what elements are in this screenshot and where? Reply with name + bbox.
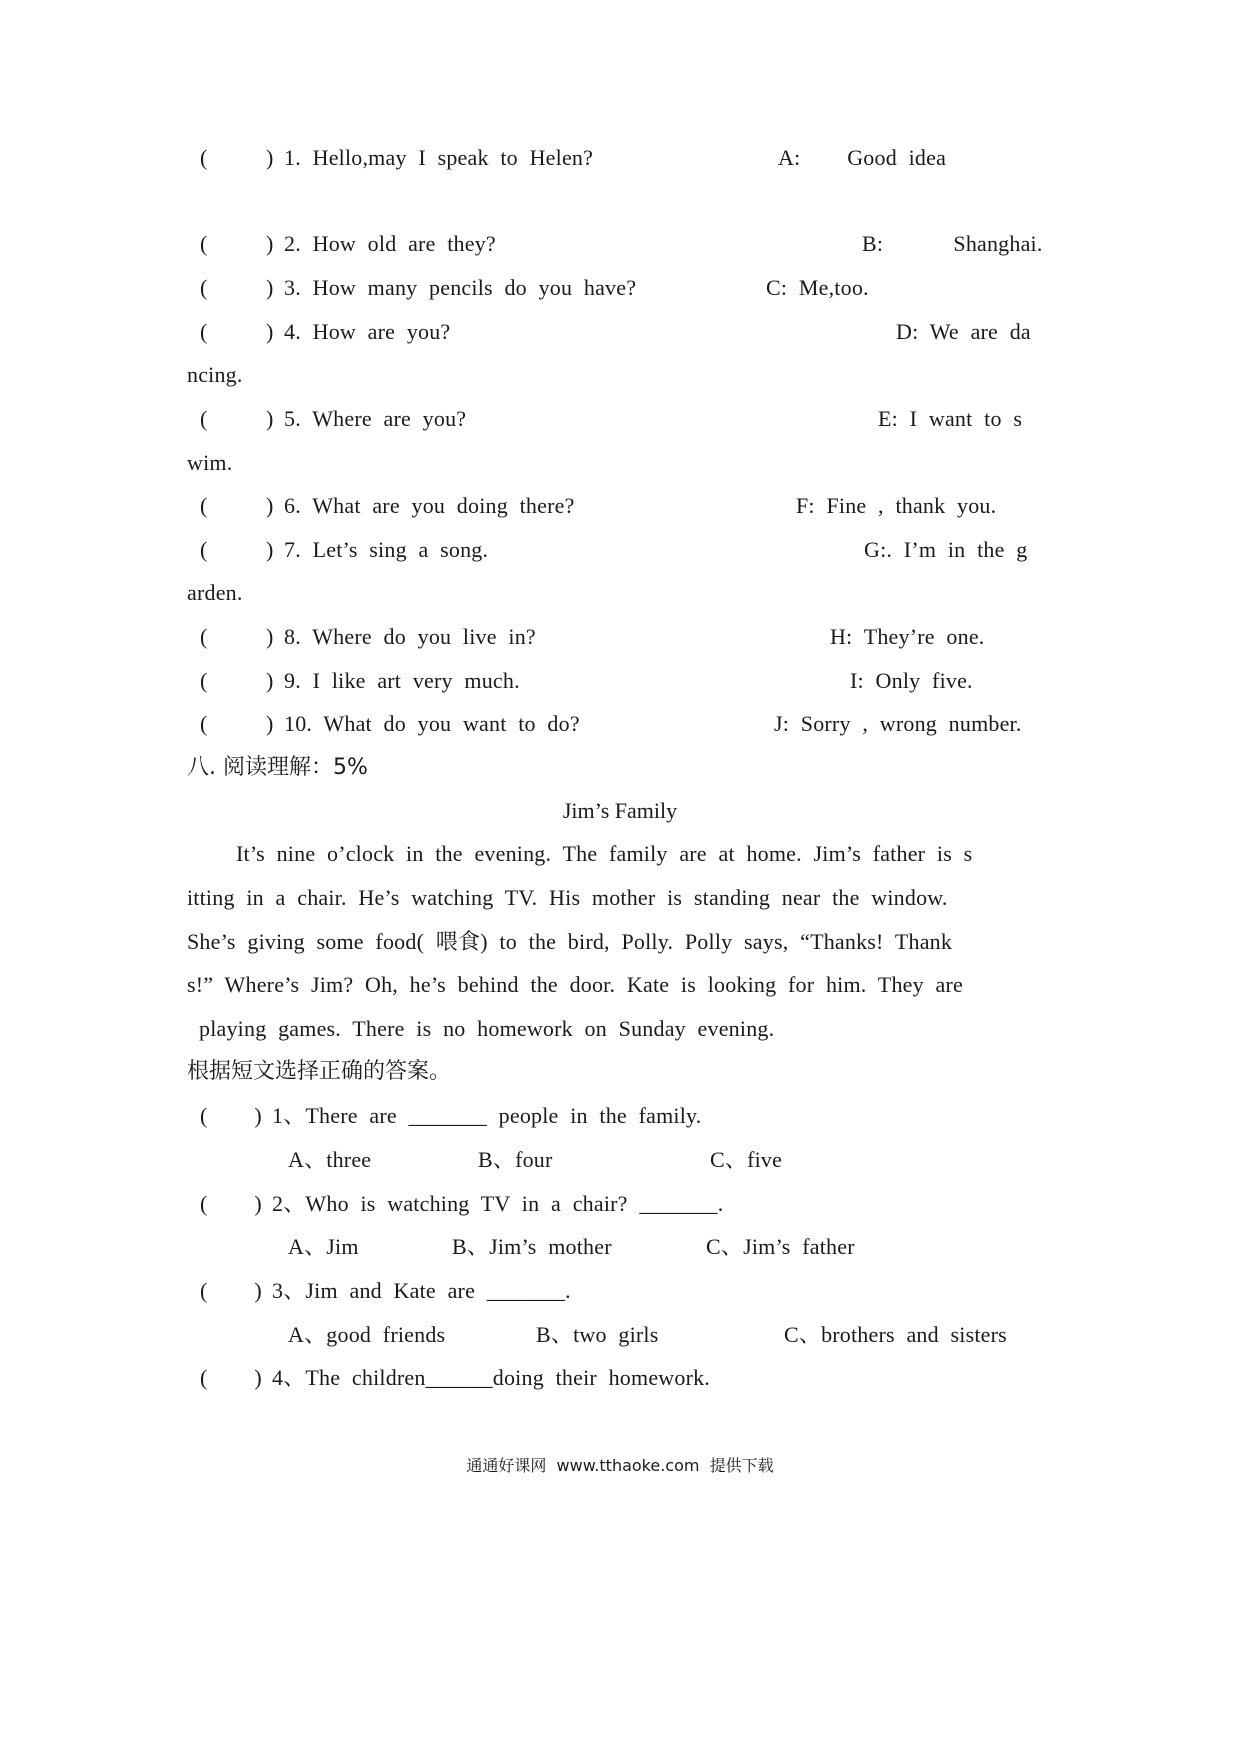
matching-answer: I: Only five. [850, 668, 973, 693]
answer-paren: ( ) [200, 668, 274, 693]
question-text: 4、The children______doing their homework. [272, 1365, 711, 1390]
answer-paren: ( ) [200, 406, 274, 431]
matching-question: 8. Where do you live in? [284, 624, 536, 649]
matching-answer-continued: arden. [187, 580, 243, 605]
answer-paren: ( ) [200, 1191, 262, 1216]
answer-paren: ( ) [200, 1103, 262, 1128]
matching-answer: A: Good idea [778, 145, 947, 170]
answer-paren: ( ) [200, 145, 274, 170]
matching-answer: G:. I’m in the g [864, 537, 1028, 562]
question-text: 1、There are _______ people in the family. [272, 1103, 702, 1128]
option-b: B、four [478, 1147, 553, 1172]
matching-question: 10. What do you want to do? [284, 711, 580, 736]
matching-question: 9. I like art very much. [284, 668, 520, 693]
matching-question: 7. Let’s sing a song. [284, 537, 489, 562]
passage-title: Jim’s Family [562, 798, 678, 823]
matching-answer: D: We are da [896, 319, 1031, 344]
matching-question: 2. How old are they? [284, 231, 496, 256]
matching-question: 6. What are you doing there? [284, 493, 575, 518]
matching-answer-continued: ncing. [187, 362, 243, 387]
answer-paren: ( ) [200, 275, 274, 300]
answer-paren: ( ) [200, 1278, 262, 1303]
matching-answer: H: They’re one. [830, 624, 985, 649]
matching-question: 1. Hello,may I speak to Helen? [284, 145, 594, 170]
answer-paren: ( ) [200, 537, 274, 562]
answer-paren: ( ) [200, 711, 274, 736]
passage-line: She’s giving some food( 喂食) to the bird, Polly. Polly says, “Thanks! Thank [187, 929, 953, 954]
matching-answer: J: Sorry , wrong number. [774, 711, 1022, 736]
option-c: C、Jim’s father [706, 1234, 855, 1259]
option-b: B、Jim’s mother [452, 1234, 612, 1259]
answer-paren: ( ) [200, 319, 274, 344]
passage-line: itting in a chair. He’s watching TV. His mother is standing near the window. [187, 885, 948, 910]
matching-answer: C: Me,too. [766, 275, 869, 300]
passage-line: It’s nine o’clock in the evening. The family are at home. Jim’s father is s [236, 841, 973, 866]
option-c: C、five [710, 1147, 783, 1172]
option-b: B、two girls [536, 1322, 659, 1347]
matching-question: 3. How many pencils do you have? [284, 275, 637, 300]
reading-instruction: 根据短文选择正确的答案。 [187, 1059, 452, 1084]
option-a: A、Jim [288, 1234, 359, 1259]
matching-question: 5. Where are you? [284, 406, 467, 431]
answer-paren: ( ) [200, 624, 274, 649]
matching-answer: E: I want to s [878, 406, 1023, 431]
question-text: 2、Who is watching TV in a chair? _______. [272, 1191, 724, 1216]
section-heading: 八. 阅读理解：5% [187, 755, 368, 780]
passage-line: playing games. There is no homework on Sunday evening. [199, 1016, 775, 1041]
answer-paren: ( ) [200, 1365, 262, 1390]
option-c: C、brothers and sisters [784, 1322, 1007, 1347]
matching-answer: B: Shanghai. [862, 231, 1043, 256]
page-footer: 通通好课网 www.tthaoke.com 提供下载 [466, 1456, 774, 1475]
question-text: 3、Jim and Kate are _______. [272, 1278, 571, 1303]
option-a: A、three [288, 1147, 372, 1172]
option-a: A、good friends [288, 1322, 446, 1347]
matching-answer: F: Fine , thank you. [796, 493, 997, 518]
passage-line: s!” Where’s Jim? Oh, he’s behind the door. Kate is looking for him. They are [187, 972, 963, 997]
matching-question: 4. How are you? [284, 319, 451, 344]
answer-paren: ( ) [200, 231, 274, 256]
answer-paren: ( ) [200, 493, 274, 518]
matching-answer-continued: wim. [187, 450, 233, 475]
